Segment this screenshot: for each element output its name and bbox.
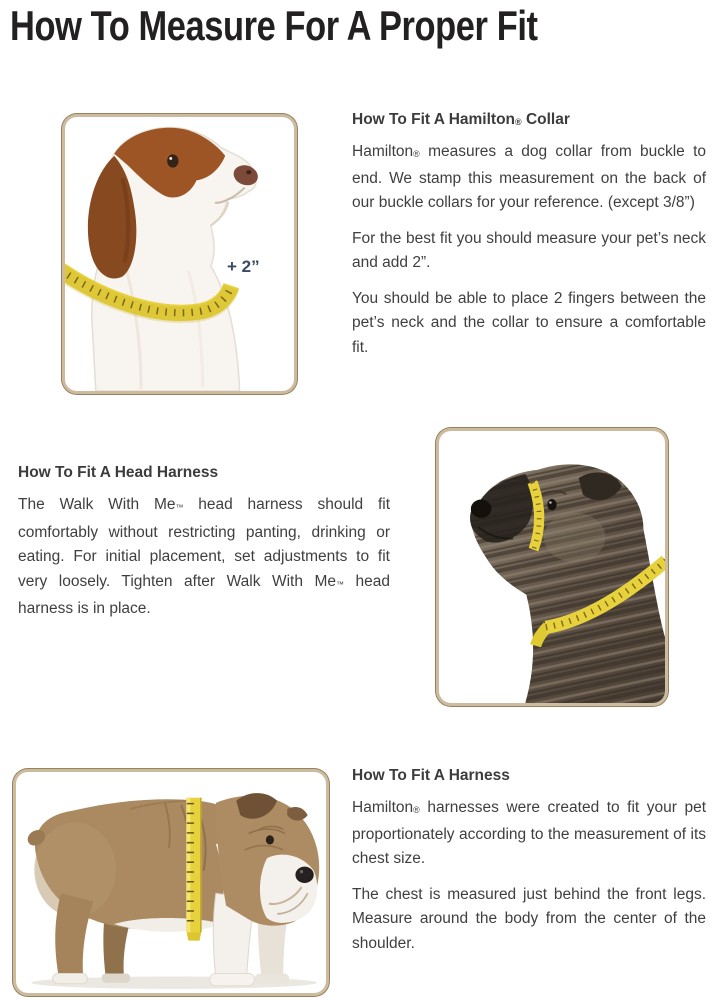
head-harness-dog-nose [471, 500, 492, 518]
collar-dog-eye [167, 154, 178, 167]
harness-text-block [352, 767, 706, 967]
harness-heading: How To Fit A Harness [352, 767, 510, 784]
collar-dog-photo [65, 117, 294, 391]
collar-paragraph-3: You should be able to place 2 fingers between the pet’s neck and the collar to ensure a comfortable fit. [352, 289, 706, 356]
collar-photo-frame [62, 114, 297, 394]
head-harness-text-block [18, 464, 390, 633]
collar-text-block [352, 111, 706, 371]
chest-measuring-tape [186, 798, 201, 941]
head-harness-paragraph-1: The Walk With Me™ head harness should fit comfortably without restricting panting, drinking or eating. For initial placement, set adjustments to fit very loosely. Tighten after Walk With Me™ head harness is in place. [18, 496, 390, 617]
harness-dog-photo [16, 772, 326, 993]
head-harness-dog-eye [547, 499, 556, 510]
collar-paragraph-1: Hamilton® measures a dog collar from buckle to end. We stamp this measurement on the back of our buckle collars for your reference. (except 3/8”) [352, 143, 706, 211]
page-title [10, 4, 653, 48]
add-two-inches-label: + 2” [227, 257, 260, 276]
harness-dog-eye [266, 835, 274, 844]
collar-paragraph-2: For the best fit you should measure your pet’s neck and add 2”. [352, 229, 706, 271]
harness-paragraph-2: The chest is measured just behind the front legs. Measure around the body from the center of the shoulder. [352, 885, 706, 952]
harness-paragraph-1: Hamilton® harnesses were created to fit your pet proportionately according to the measurement of its chest size. [352, 799, 706, 867]
harness-photo-frame [13, 769, 329, 996]
harness-dog-head [216, 793, 319, 926]
head-harness-photo-frame [436, 428, 668, 706]
collar-heading: How To Fit A Hamilton® Collar [352, 111, 570, 128]
head-harness-heading: How To Fit A Head Harness [18, 464, 219, 481]
page-title-text: How To Measure For A Proper Fit [10, 2, 538, 49]
head-harness-dog-photo [439, 431, 665, 703]
harness-dog-nose [295, 867, 313, 883]
